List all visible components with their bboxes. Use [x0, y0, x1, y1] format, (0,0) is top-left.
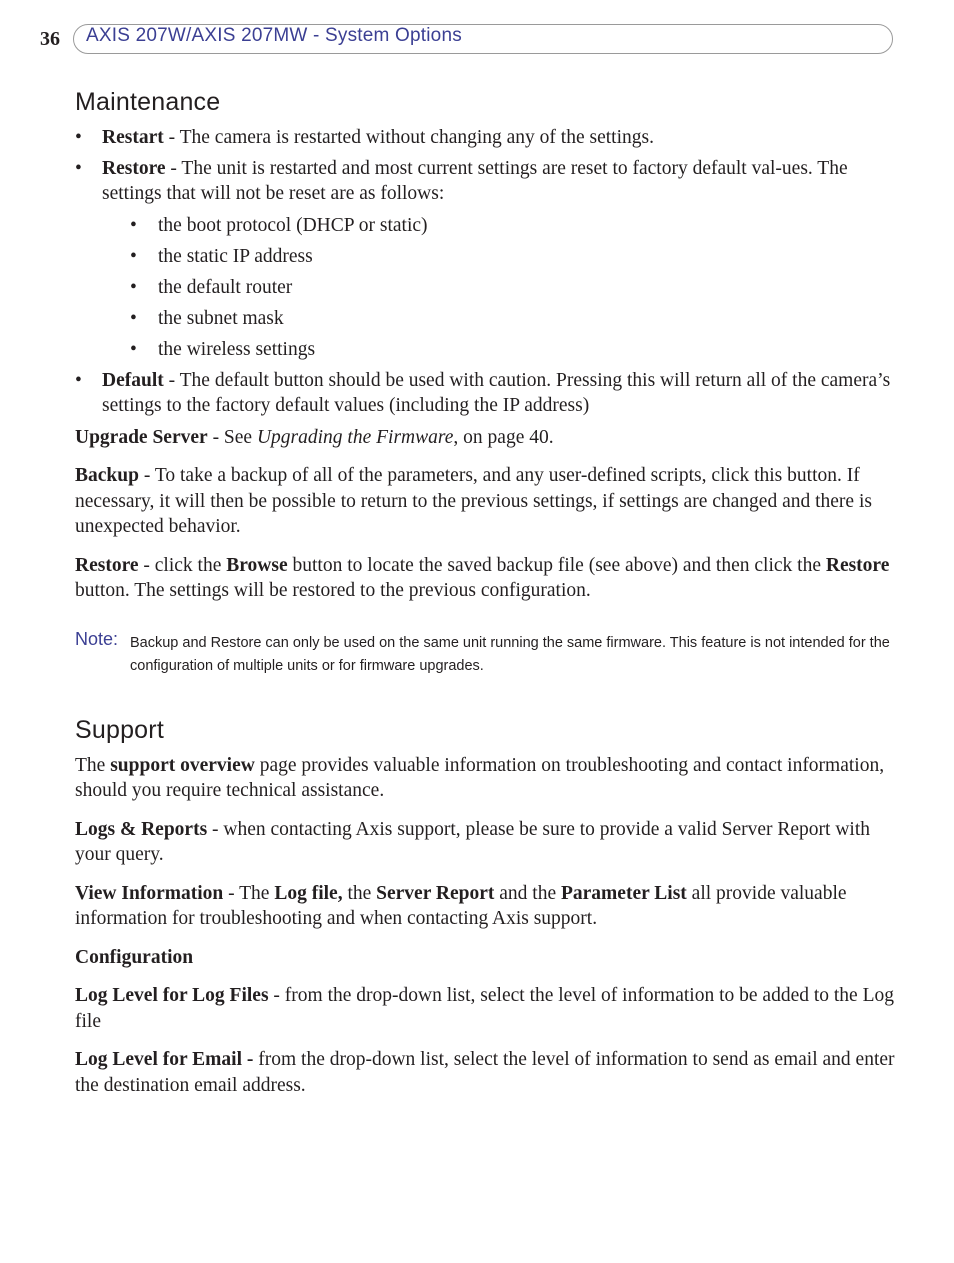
note-text-part: can only be used on the same unit running the same firmware. This feature is not intended for the configuration of multiple units or for firmware upgrades. [130, 634, 890, 674]
not-reset-item: • the boot protocol (DHCP or static) [102, 213, 895, 239]
note-backup-term: Backup [130, 634, 179, 651]
page-number: 36 [40, 28, 60, 50]
view-information-term: View Information [75, 882, 224, 904]
parameter-list-term: Parameter List [560, 882, 687, 904]
restore-item [75, 156, 895, 363]
backup-text: - To take a backup of all of the parameters, and any user-defined scripts, click this button. If necessary, it will then be possible to return to the previous settings, if settings are changed and there is unexpected behavior. [75, 465, 872, 537]
backup-term: Backup [75, 465, 139, 486]
logs-reports-paragraph [75, 817, 895, 868]
maintenance-heading: Maintenance [75, 88, 221, 116]
default-text: - The default button should be used with caution. Pressing this will return all of the camera’s settings to the factory default values (including the IP address) [102, 369, 891, 416]
upgrade-firmware-link[interactable]: Upgrading the Firmware [256, 426, 454, 448]
log-level-files-term: Log Level for Log Files [75, 985, 269, 1006]
configuration-heading: Configuration [75, 946, 194, 968]
header-title: AXIS 207W/AXIS 207MW - System Options [86, 25, 462, 46]
not-reset-item: • the wireless settings [102, 337, 895, 363]
restart-term: Restart [102, 127, 164, 148]
view-text: all provide valuable information for troubleshooting and when contacting Axis support. [75, 882, 847, 929]
maintenance-list [75, 125, 895, 419]
not-reset-item: • the subnet mask [102, 306, 895, 332]
support-intro-paragraph [75, 753, 895, 804]
view-text: - The [223, 882, 275, 904]
note-restore-term: Restore [210, 634, 262, 651]
note-text [130, 632, 895, 678]
log-level-files-paragraph [75, 983, 895, 1034]
log-file-term: Log file, [274, 882, 343, 904]
page-content [75, 88, 895, 1111]
restore2-text: - click the [138, 554, 227, 576]
upgrade-text: - See [207, 426, 257, 448]
support-intro-text: The [75, 754, 111, 776]
logs-reports-term: Logs & Reports [75, 818, 208, 840]
view-text: and the [494, 882, 561, 904]
log-level-email-text: from the drop-down list, select the level of information to send as email and enter the destination email address. [75, 1049, 895, 1096]
support-intro-text: page provides valuable information on troubleshooting and contact information, should you require technical assistance. [75, 754, 885, 801]
log-level-email-term: Log Level for Email - [75, 1049, 254, 1070]
note-block [75, 628, 895, 678]
view-information-paragraph [75, 881, 895, 932]
restart-text: - The camera is restarted without changing any of the settings. [163, 127, 654, 148]
log-level-files-text: - from the drop-down list, select the level of information to be added to the Log file [75, 985, 895, 1032]
restore-term: Restore [102, 157, 166, 179]
note-text-part: and [178, 634, 211, 651]
default-item [75, 368, 895, 419]
restore-paragraph [75, 553, 895, 604]
not-reset-list [102, 213, 895, 363]
upgrade-text-page: , on page 40. [453, 426, 554, 448]
not-reset-item: • the static IP address [102, 244, 895, 270]
view-text: the [342, 882, 377, 904]
upgrade-server-paragraph [75, 425, 895, 451]
server-report-term: Server Report [376, 882, 495, 904]
upgrade-term: Upgrade Server [75, 426, 208, 448]
restore-text: - The unit is restarted and most current settings are reset to factory default val-ues. The settings that will not be reset are as follows: [102, 157, 848, 204]
restore2-text: button to locate the saved backup file (see above) and then click the [287, 554, 826, 576]
not-reset-item: • the default router [102, 275, 895, 301]
logs-reports-text: - when contacting Axis support, please be sure to provide a valid Server Report with your query. [75, 818, 871, 865]
restart-item [75, 125, 895, 151]
log-level-email-paragraph [75, 1047, 895, 1098]
restore2-term: Restore [75, 554, 139, 576]
configuration-heading-paragraph [75, 945, 895, 971]
browse-term: Browse [226, 554, 288, 576]
restore-button-term: Restore [825, 554, 890, 576]
default-term: Default [102, 369, 164, 391]
support-heading: Support [75, 715, 164, 744]
page-header [40, 22, 896, 58]
note-label: Note: [75, 628, 119, 649]
backup-paragraph [75, 463, 895, 540]
support-overview-term: support overview [110, 754, 255, 776]
restore2-text: button. The settings will be restored to the previous configuration. [75, 580, 591, 601]
